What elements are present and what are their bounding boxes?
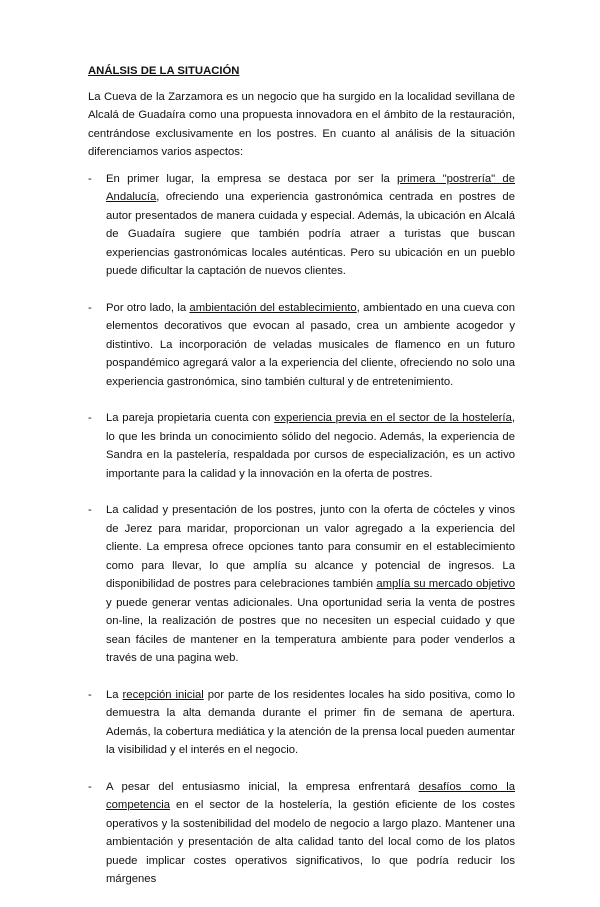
underlined-phrase: ambientación del establecimiento bbox=[189, 301, 357, 314]
bullet-dash: - bbox=[88, 172, 92, 185]
bullet-dash: - bbox=[88, 688, 92, 701]
underlined-phrase: recepción inicial bbox=[122, 688, 204, 701]
list-item: - La recepción inicial por parte de los residentes locales ha sido positiva, como lo demuestra la alta demanda durante el primer fin de semana de apertura. Además, la cobertura mediática y la atención de la prensa local pueden aumentar la visibilidad y el interés en el negocio. bbox=[88, 686, 515, 760]
document-page bbox=[88, 62, 515, 907]
underlined-phrase: primera "postrería" de Andalucía bbox=[106, 172, 515, 203]
intro-paragraph: La Cueva de la Zarzamora es un negocio que ha surgido en la localidad sevillana de Alcalá de Guadaíra como una propuesta innovadora en el ámbito de la restauración, centrándose exclusivamente en los postres. En cuanto al análisis de la situación diferenciamos varios aspectos: bbox=[88, 90, 515, 158]
list-item: - La calidad y presentación de los postres, junto con la oferta de cócteles y vinos de Jerez para maridar, proporcionan un valor agregado a la experiencia del cliente. La empresa ofrece opciones tanto para consumir en el establecimiento como para llevar, lo que amplía su alcance y potencial de ingresos. La disponibilidad de postres para celebraciones también amplía su mercado objetivo y puede generar ventas adicionales. Una oportunidad seria la venta de postres on-line, la realización de postres que no necesiten un especial cuidado y que sean fáciles de mantener en la temperatura ambiente para poder venderlos a través de una pagina web. bbox=[88, 501, 515, 668]
section-heading: ANÁLSIS DE LA SITUACIÓN bbox=[88, 65, 240, 77]
list-item: - Por otro lado, la ambientación del establecimiento, ambientado en una cueva con elementos decorativos que evocan al pasado, crea un ambiente acogedor y distintivo. La incorporación de veladas musicales de flamenco en un futuro pospandémico agregará valor a la experiencia del cliente, ofreciendo no solo una experiencia gastronómica, sino también cultural y de entretenimiento. bbox=[88, 299, 515, 392]
bullet-dash: - bbox=[88, 301, 92, 314]
bullet-dash: - bbox=[88, 780, 92, 793]
analysis-list bbox=[88, 170, 515, 889]
underlined-phrase: desafíos como la competencia bbox=[106, 780, 515, 811]
list-item: - En primer lugar, la empresa se destaca por ser la primera "postrería" de Andalucía, ofreciendo una experiencia gastronómica centrada en postres de autor presentados de manera cuidada y especial. Además, la ubicación en Alcalá de Guadaíra sugiere que también podría atraer a turistas que buscan experiencias gastronómicas locales auténticas. Pero su ubicación en un pueblo puede dificultar la captación de nuevos clientes. bbox=[88, 170, 515, 281]
bullet-dash: - bbox=[88, 504, 92, 516]
bullet-dash: - bbox=[88, 412, 92, 424]
list-item: - A pesar del entusiasmo inicial, la empresa enfrentará desafíos como la competencia en el sector de la hostelería, la gestión eficiente de los costes operativos y la sostenibilidad del modelo de negocio a largo plazo. Mantener una ambientación y presentación de alta calidad tanto del local como de los platos puede implicar costes operativos significativos, lo que podría reducir los márgenes bbox=[88, 778, 515, 889]
underlined-phrase: experiencia previa en el sector de la hostelería bbox=[274, 412, 512, 424]
list-item: - La pareja propietaria cuenta con experiencia previa en el sector de la hostelería, lo que les brinda un conocimiento sólido del negocio. Además, la experiencia de Sandra en la pastelería, respaldada por cursos de especialización, es un activo importante para la calidad y la innovación en la oferta de postres. bbox=[88, 409, 515, 483]
underlined-phrase: amplía su mercado objetivo bbox=[376, 578, 515, 590]
